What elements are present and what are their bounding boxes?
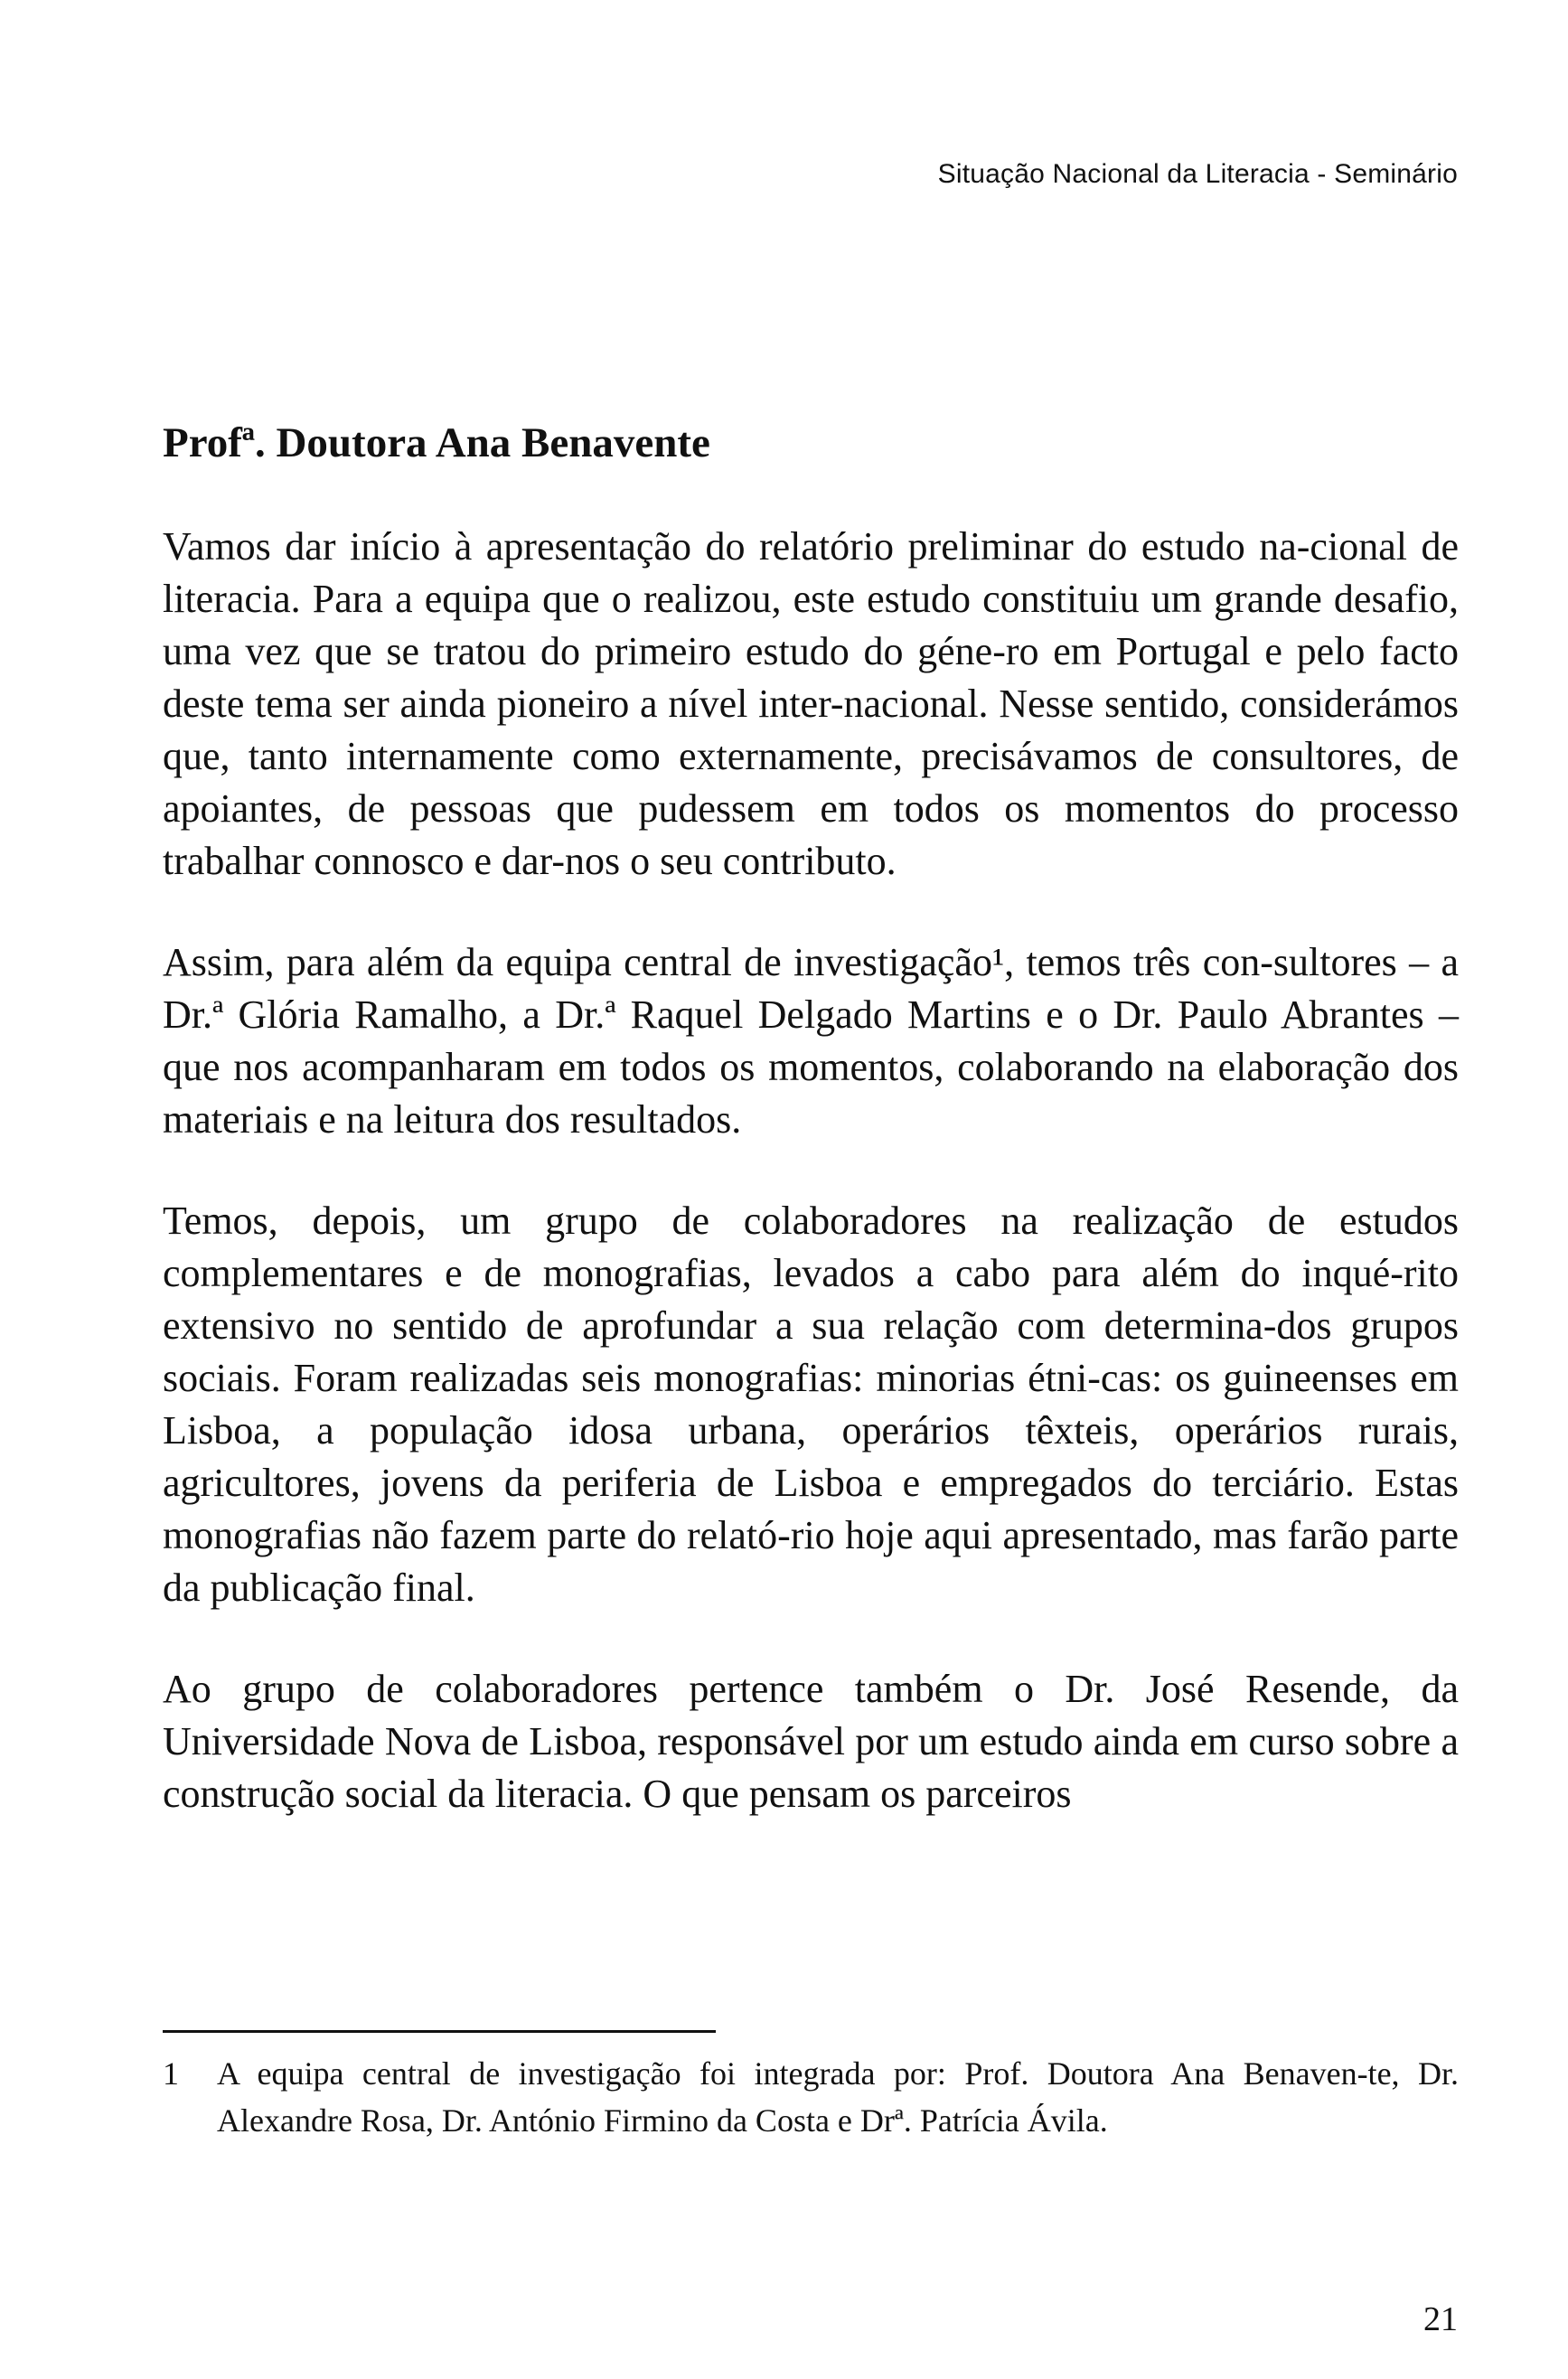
paragraph-3: Temos, depois, um grupo de colaboradores na realização de estudos complementares e de monografias, levados a cabo para além do inqué-rito extensivo no sentido de aprofundar a sua relação com determina-dos grupos sociais. Foram realizadas seis monografias: minorias étni-cas: os guineenses em Lisboa, a população idosa urbana, operários têxteis, operários rurais, agricultores, jovens da periferia de Lisboa e empregados do terciário. Estas monografias não fazem parte do relató-rio hoje aqui apresentado, mas farão parte da publicação final. [163,1199,1459,1611]
paragraph-1: Vamos dar início à apresentação do relatório preliminar do estudo na-cional de literacia. Para a equipa que o realizou, este estudo constituiu um grande desafio, uma vez que se tratou do primeiro estudo do géne-ro em Portugal e pelo facto deste tema ser ainda pioneiro a nível inter-nacional. Nesse sentido, considerámos que, tanto internamente como externamente, precisávamos de consultores, de apoiantes, de pessoas que pudessem em todos os momentos do processo trabalhar connosco e dar-nos o seu contributo. [163,524,1459,884]
footnote-text: A equipa central de investigação foi integrada por: Prof. Doutora Ana Benaven-te, Dr. Alexandre Rosa, Dr. António Firmino da Costa e Drª. Patrícia Ávila. [217,2055,1459,2139]
running-header: Situação Nacional da Literacia - Seminário [937,159,1458,189]
paragraph-2: Assim, para além da equipa central de investigação¹, temos três con-sultores – a Dr.ª Glória Ramalho, a Dr.ª Raquel Delgado Martins e o Dr. Paulo Abrantes – que nos acompanharam em todos os momentos, colaborando na elaboração dos materiais e na leitura dos resultados. [163,940,1459,1142]
speaker-heading: Profª. Doutora Ana Benavente [163,419,710,466]
footnote-number: 1 [163,2055,179,2092]
page-number: 21 [1423,2300,1458,2338]
paragraph-4: Ao grupo de colaboradores pertence também o Dr. José Resende, da Universidade Nova de Lisboa, responsável por um estudo ainda em curso sobre a construção social da literacia. O que pensam os parceiros [163,1667,1459,1817]
footnote-divider [163,2030,716,2033]
footnote [163,2050,1459,2144]
page-body [163,418,1459,1869]
